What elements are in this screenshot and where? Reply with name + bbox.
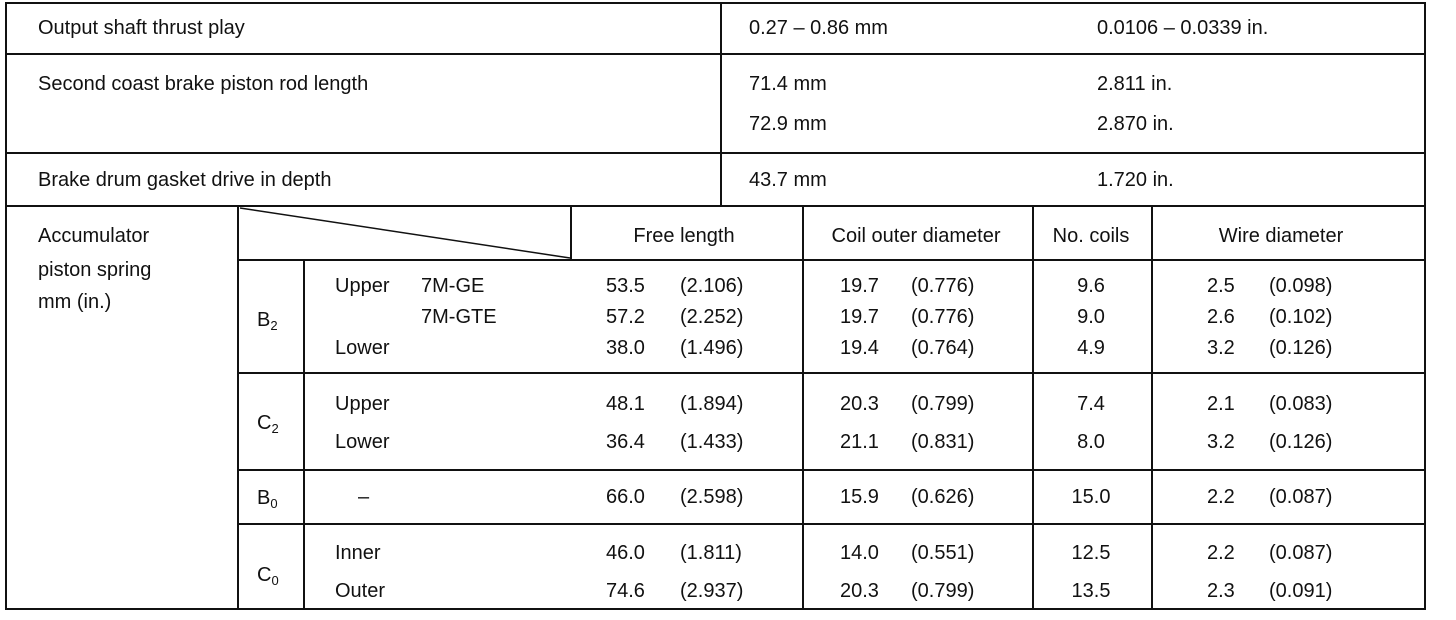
row-model: 7M-GTE — [421, 306, 497, 328]
row-position: Upper — [335, 393, 390, 415]
coil-od-in: (0.799) — [911, 580, 975, 602]
thrust-mm: 0.27 – 0.86 mm — [749, 17, 888, 39]
free-length-mm: 57.2 — [606, 306, 645, 328]
gasket-in: 1.720 in. — [1097, 169, 1174, 191]
free-length-mm: 48.1 — [606, 393, 645, 415]
header-coil-od: Coil outer diameter — [831, 225, 1001, 247]
coils-count: 9.6 — [1077, 275, 1105, 297]
coil-od-in: (0.776) — [911, 275, 975, 297]
wire-in: (0.083) — [1269, 393, 1333, 415]
coil-od-mm: 19.7 — [840, 306, 879, 328]
header-no-coils: No. coils — [1052, 225, 1130, 247]
coil-od-mm: 15.9 — [840, 486, 879, 508]
coil-od-mm: 21.1 — [840, 431, 879, 453]
thrust-label: Output shaft thrust play — [38, 17, 245, 39]
wire-mm: 2.5 — [1207, 275, 1235, 297]
free-length-mm: 36.4 — [606, 431, 645, 453]
wire-mm: 3.2 — [1207, 431, 1235, 453]
wire-in: (0.126) — [1269, 431, 1333, 453]
accumulator-label: piston spring — [38, 259, 152, 281]
free-length-in: (1.894) — [680, 393, 744, 415]
gasket-label: Brake drum gasket drive in depth — [38, 169, 332, 191]
coil-od-in: (0.831) — [911, 431, 975, 453]
row-position: Lower — [335, 337, 390, 359]
coils-count: 15.0 — [1071, 486, 1111, 508]
group-label: $C_0$ — [257, 564, 279, 588]
row-position: Upper — [335, 275, 390, 297]
row-position: Inner — [335, 542, 381, 564]
free-length-mm: 66.0 — [606, 486, 645, 508]
wire-in: (0.087) — [1269, 542, 1333, 564]
row-position: Lower — [335, 431, 390, 453]
rod-mm-1: 71.4 mm — [749, 73, 827, 95]
wire-mm: 3.2 — [1207, 337, 1235, 359]
rod-label: Second coast brake piston rod length — [38, 73, 369, 95]
row-position: – — [358, 486, 370, 508]
coil-od-mm: 19.4 — [840, 337, 879, 359]
rod-in-1: 2.811 in. — [1097, 73, 1173, 95]
coil-od-in: (0.776) — [911, 306, 975, 328]
free-length-in: (1.811) — [680, 542, 742, 564]
wire-mm: 2.2 — [1207, 542, 1235, 564]
free-length-in: (1.496) — [680, 337, 744, 359]
header-free-length: Free length — [633, 225, 735, 247]
coil-od-mm: 20.3 — [840, 580, 879, 602]
group-label: $B_0$ — [257, 487, 278, 511]
row-model: 7M-GE — [421, 275, 485, 297]
coil-od-in: (0.626) — [911, 486, 975, 508]
coils-count: 13.5 — [1071, 580, 1111, 602]
free-length-in: (2.252) — [680, 306, 744, 328]
coil-od-in: (0.551) — [911, 542, 975, 564]
free-length-mm: 74.6 — [606, 580, 645, 602]
coil-od-mm: 20.3 — [840, 393, 879, 415]
free-length-mm: 38.0 — [606, 337, 645, 359]
rod-in-2: 2.870 in. — [1097, 113, 1174, 135]
thrust-in: 0.0106 – 0.0339 in. — [1097, 17, 1269, 39]
coils-count: 12.5 — [1071, 542, 1111, 564]
wire-in: (0.102) — [1269, 306, 1333, 328]
free-length-in: (1.433) — [680, 431, 744, 453]
group-label: $C_2$ — [257, 412, 279, 436]
wire-in: (0.126) — [1269, 337, 1333, 359]
wire-mm: 2.1 — [1207, 393, 1235, 415]
coil-od-mm: 19.7 — [840, 275, 879, 297]
coil-od-in: (0.764) — [911, 337, 975, 359]
free-length-in: (2.598) — [680, 486, 744, 508]
free-length-mm: 53.5 — [606, 275, 645, 297]
group-label: $B_2$ — [257, 309, 278, 333]
rod-mm-2: 72.9 mm — [749, 113, 827, 135]
wire-in: (0.091) — [1269, 580, 1333, 602]
coils-count: 7.4 — [1077, 393, 1105, 415]
wire-mm: 2.2 — [1207, 486, 1235, 508]
free-length-in: (2.106) — [680, 275, 744, 297]
free-length-in: (2.937) — [680, 580, 744, 602]
row-position: Outer — [335, 580, 386, 602]
header-wire-diameter: Wire diameter — [1218, 225, 1344, 247]
coils-count: 8.0 — [1077, 431, 1105, 453]
coil-od-in: (0.799) — [911, 393, 975, 415]
wire-in: (0.087) — [1269, 486, 1333, 508]
coils-count: 9.0 — [1077, 306, 1105, 328]
free-length-mm: 46.0 — [606, 542, 645, 564]
wire-mm: 2.6 — [1207, 306, 1235, 328]
coil-od-mm: 14.0 — [840, 542, 879, 564]
accumulator-label: mm (in.) — [38, 291, 112, 313]
wire-in: (0.098) — [1269, 275, 1333, 297]
accumulator-label: Accumulator — [38, 225, 150, 247]
wire-mm: 2.3 — [1207, 580, 1235, 602]
gasket-mm: 43.7 mm — [749, 169, 827, 191]
coils-count: 4.9 — [1077, 337, 1105, 359]
